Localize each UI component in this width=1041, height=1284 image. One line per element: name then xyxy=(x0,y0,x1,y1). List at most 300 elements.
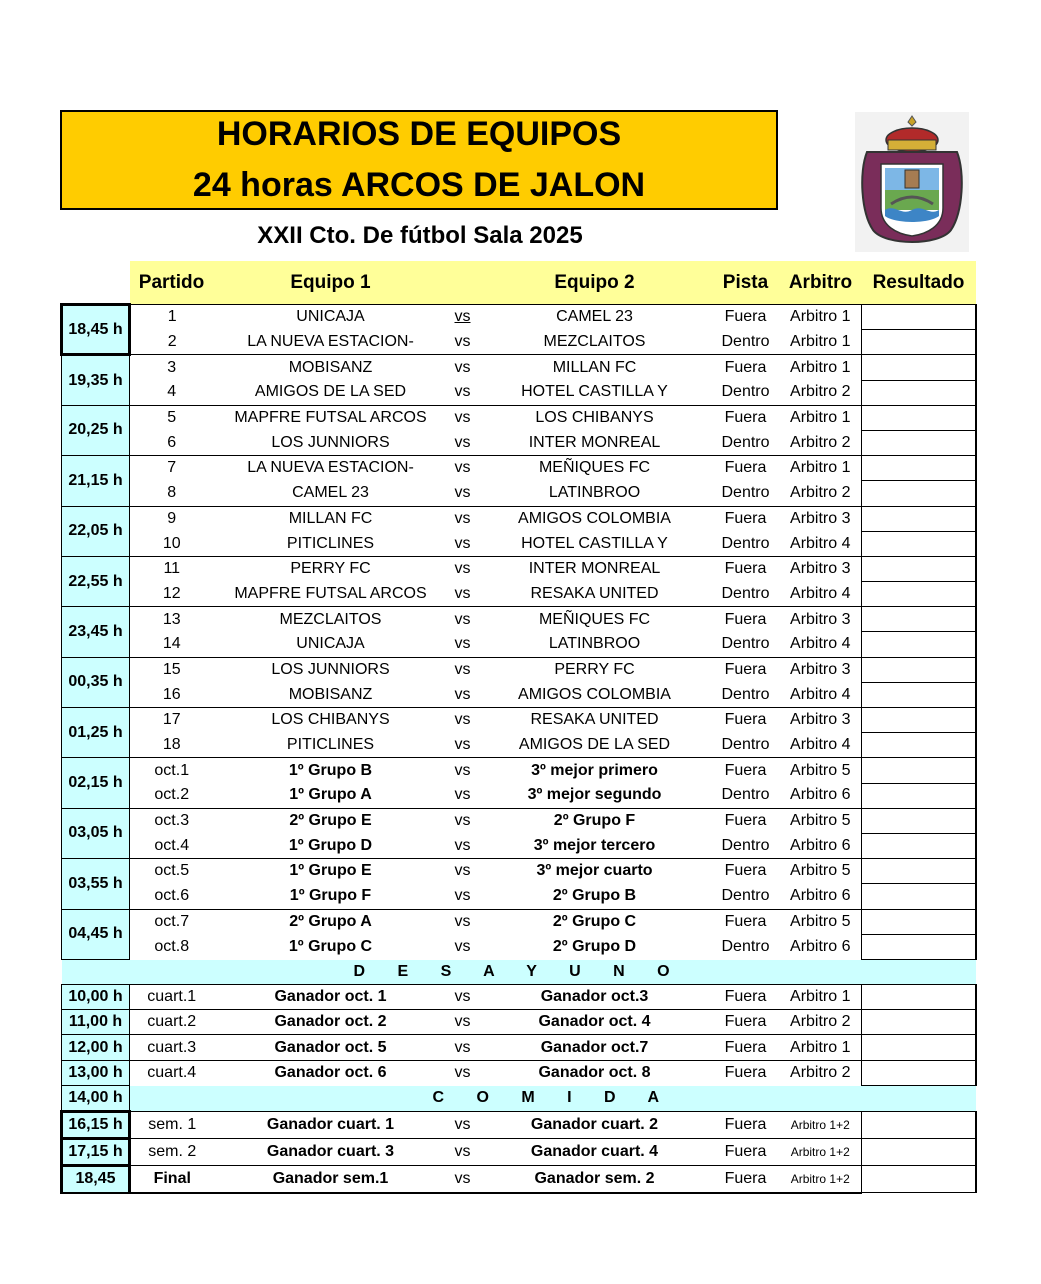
partido-cell: 5 xyxy=(130,405,214,430)
time-cell: 11,00 h xyxy=(62,1010,130,1035)
vs-cell: vs xyxy=(448,859,478,884)
header-row xyxy=(62,261,976,305)
time-cell: 21,15 h xyxy=(62,456,130,506)
vs-cell: vs xyxy=(454,433,471,451)
equipo2-cell: INTER MONREAL xyxy=(478,556,712,581)
resultado-cell[interactable] xyxy=(862,758,976,783)
pista-cell: Dentro xyxy=(721,836,770,854)
arbitro-cell: Arbitro 1 xyxy=(780,405,862,430)
resultado-cell[interactable] xyxy=(862,1112,976,1139)
vs-cell: vs xyxy=(454,584,471,602)
pista-cell: Fuera xyxy=(712,405,780,430)
partido-cell: sem. 2 xyxy=(130,1139,214,1166)
breakfast-band xyxy=(62,959,976,984)
match-row xyxy=(62,884,976,909)
equipo2-cell: 2º Grupo C xyxy=(478,909,712,934)
pista-cell: Fuera xyxy=(712,1112,780,1139)
header-arbitro: Arbitro xyxy=(780,261,862,305)
match-row xyxy=(62,556,976,581)
resultado-cell[interactable] xyxy=(862,1139,976,1166)
arbitro-cell: Arbitro 4 xyxy=(790,635,851,653)
equipo2-cell: Ganador oct.7 xyxy=(478,1035,712,1060)
resultado-cell[interactable] xyxy=(862,783,976,808)
match-row xyxy=(62,632,976,657)
time-cell: 12,00 h xyxy=(62,1035,130,1060)
lunch-label: C O M I D A xyxy=(432,1089,673,1107)
partido-cell: 2 xyxy=(167,333,177,351)
equipo1-cell: 1º Grupo C xyxy=(288,937,373,955)
resultado-cell[interactable] xyxy=(862,682,976,707)
arbitro-cell: Arbitro 2 xyxy=(790,484,851,502)
arbitro-cell: Arbitro 3 xyxy=(780,657,862,682)
arbitro-cell: Arbitro 4 xyxy=(790,685,851,703)
header-vs xyxy=(448,261,478,305)
pista-cell: Fuera xyxy=(712,859,780,884)
partido-cell: oct.3 xyxy=(130,808,214,833)
vs-cell: vs xyxy=(454,635,471,653)
equipo1-cell: UNICAJA xyxy=(214,305,448,330)
vs-cell: vs xyxy=(448,808,478,833)
partido-cell: 12 xyxy=(162,584,181,602)
header-equipo1: Equipo 1 xyxy=(214,261,448,305)
equipo1-cell: PITICLINES xyxy=(286,534,375,552)
partido-cell: 16 xyxy=(162,685,181,703)
arbitro-cell: Arbitro 1+2 xyxy=(780,1139,862,1166)
resultado-cell[interactable] xyxy=(862,481,976,506)
equipo2-cell: MEÑIQUES FC xyxy=(478,456,712,481)
arbitro-cell: Arbitro 1 xyxy=(780,305,862,330)
partido-cell: cuart.4 xyxy=(130,1060,214,1085)
partido-cell: 4 xyxy=(167,383,177,401)
equipo2-cell: Ganador oct.3 xyxy=(478,985,712,1010)
equipo2-cell: AMIGOS COLOMBIA xyxy=(478,506,712,531)
equipo1-cell: 1º Grupo A xyxy=(289,786,372,804)
match-row xyxy=(62,783,976,808)
arbitro-cell: Arbitro 1 xyxy=(780,1035,862,1060)
match-row xyxy=(62,708,976,733)
match-row xyxy=(62,758,976,783)
time-cell: 10,00 h xyxy=(62,985,130,1010)
subtitle: XXII Cto. De fútbol Sala 2025 xyxy=(257,222,583,249)
resultado-cell[interactable] xyxy=(862,733,976,758)
arbitro-cell: Arbitro 1+2 xyxy=(780,1112,862,1139)
resultado-cell[interactable] xyxy=(862,405,976,430)
time-cell: 03,55 h xyxy=(62,859,130,909)
breakfast-label: D E S A Y U N O xyxy=(353,962,684,980)
equipo1-cell: 1º Grupo E xyxy=(214,859,448,884)
pista-cell: Dentro xyxy=(721,786,770,804)
match-row xyxy=(62,1035,976,1060)
equipo2-cell: Ganador sem. 2 xyxy=(478,1166,712,1193)
resultado-cell[interactable] xyxy=(862,607,976,632)
equipo1-cell: PERRY FC xyxy=(214,556,448,581)
equipo2-cell: AMIGOS COLOMBIA xyxy=(518,685,671,703)
equipo1-cell: Ganador sem.1 xyxy=(214,1166,448,1193)
vs-cell: vs xyxy=(454,333,471,351)
partido-cell: oct.2 xyxy=(154,786,190,804)
equipo2-cell: LOS CHIBANYS xyxy=(478,405,712,430)
resultado-cell[interactable] xyxy=(862,985,976,1010)
match-row xyxy=(62,934,976,959)
equipo2-cell: 2º Grupo F xyxy=(478,808,712,833)
resultado-cell[interactable] xyxy=(862,708,976,733)
pista-cell: Fuera xyxy=(712,758,780,783)
resultado-cell[interactable] xyxy=(862,556,976,581)
partido-cell: 14 xyxy=(162,635,181,653)
resultado-cell[interactable] xyxy=(862,1035,976,1060)
equipo2-cell: 3º mejor segundo xyxy=(527,786,662,804)
time-cell: 20,25 h xyxy=(62,405,130,455)
partido-cell: 8 xyxy=(167,484,177,502)
pista-cell: Fuera xyxy=(712,985,780,1010)
time-cell: 01,25 h xyxy=(62,708,130,758)
pista-cell: Fuera xyxy=(712,506,780,531)
lunch-band xyxy=(130,1085,976,1111)
equipo1-cell: 2º Grupo E xyxy=(214,808,448,833)
partido-cell: oct.1 xyxy=(130,758,214,783)
resultado-cell[interactable] xyxy=(862,380,976,405)
vs-cell: vs xyxy=(448,1010,478,1035)
equipo1-cell: MOBISANZ xyxy=(214,355,448,380)
match-row xyxy=(62,305,976,330)
pista-cell: Dentro xyxy=(721,484,770,502)
pista-cell: Dentro xyxy=(721,534,770,552)
time-cell: 13,00 h xyxy=(62,1060,130,1085)
pista-cell: Fuera xyxy=(712,456,780,481)
resultado-cell[interactable] xyxy=(862,430,976,455)
time-cell: 18,45 h xyxy=(62,305,130,355)
vs-cell: vs xyxy=(448,1166,478,1193)
arbitro-cell: Arbitro 3 xyxy=(780,506,862,531)
match-row xyxy=(62,682,976,707)
equipo2-cell: RESAKA UNITED xyxy=(530,584,659,602)
header-resultado: Resultado xyxy=(862,261,976,305)
schedule-table xyxy=(60,261,977,1194)
match-row xyxy=(62,657,976,682)
pista-cell: Fuera xyxy=(712,355,780,380)
match-row xyxy=(62,481,976,506)
pista-cell: Fuera xyxy=(712,1166,780,1193)
header-blank xyxy=(62,261,130,305)
equipo2-cell: 2º Grupo B xyxy=(552,887,637,905)
vs-cell: vs xyxy=(448,1060,478,1085)
arbitro-cell: Arbitro 6 xyxy=(790,937,851,955)
match-row xyxy=(62,1010,976,1035)
arbitro-cell: Arbitro 6 xyxy=(790,887,851,905)
vs-cell: vs xyxy=(454,534,471,552)
vs-cell: vs xyxy=(448,708,478,733)
header-equipo2: Equipo 2 xyxy=(478,261,712,305)
partido-cell: cuart.3 xyxy=(130,1035,214,1060)
arbitro-cell: Arbitro 3 xyxy=(780,556,862,581)
equipo1-cell: Ganador oct. 1 xyxy=(214,985,448,1010)
equipo1-cell: MAPFRE FUTSAL ARCOS xyxy=(234,584,427,602)
partido-cell: 17 xyxy=(130,708,214,733)
time-cell: 16,15 h xyxy=(62,1112,130,1139)
equipo1-cell: UNICAJA xyxy=(296,635,365,653)
equipo2-cell: RESAKA UNITED xyxy=(478,708,712,733)
time-cell: 19,35 h xyxy=(62,355,130,405)
lunch-row xyxy=(62,1085,976,1111)
partido-cell: 18 xyxy=(162,736,181,754)
vs-cell: vs xyxy=(454,937,471,955)
arbitro-cell: Arbitro 1 xyxy=(780,355,862,380)
resultado-cell[interactable] xyxy=(862,632,976,657)
equipo1-cell: 2º Grupo A xyxy=(214,909,448,934)
pista-cell: Fuera xyxy=(712,1060,780,1085)
pista-cell: Dentro xyxy=(721,333,770,351)
pista-cell: Fuera xyxy=(712,708,780,733)
title-line-2: 24 horas ARCOS DE JALON xyxy=(192,166,646,204)
equipo1-cell: LA NUEVA ESTACION- xyxy=(247,333,414,351)
match-row xyxy=(62,1112,976,1139)
resultado-cell[interactable] xyxy=(862,506,976,531)
resultado-cell[interactable] xyxy=(862,1060,976,1085)
partido-cell: oct.4 xyxy=(154,836,190,854)
equipo1-cell: LOS JUNNIORS xyxy=(214,657,448,682)
match-row xyxy=(62,405,976,430)
equipo1-cell: 1º Grupo B xyxy=(214,758,448,783)
resultado-cell[interactable] xyxy=(862,909,976,934)
equipo2-cell: 3º mejor cuarto xyxy=(478,859,712,884)
time-cell: 03,05 h xyxy=(62,808,130,858)
equipo1-cell: MAPFRE FUTSAL ARCOS xyxy=(214,405,448,430)
resultado-cell[interactable] xyxy=(862,934,976,959)
arbitro-cell: Arbitro 1+2 xyxy=(780,1166,862,1193)
match-row xyxy=(62,531,976,556)
arbitro-cell: Arbitro 6 xyxy=(790,786,851,804)
match-row xyxy=(62,607,976,632)
match-row xyxy=(62,380,976,405)
equipo1-cell: CAMEL 23 xyxy=(292,484,369,502)
arbitro-cell: Arbitro 2 xyxy=(780,1010,862,1035)
equipo2-cell: Ganador cuart. 2 xyxy=(478,1112,712,1139)
partido-cell: 6 xyxy=(167,433,177,451)
equipo1-cell: LA NUEVA ESTACION- xyxy=(214,456,448,481)
pista-cell: Dentro xyxy=(721,887,770,905)
pista-cell: Fuera xyxy=(712,1139,780,1166)
equipo2-cell: HOTEL CASTILLA Y xyxy=(521,534,668,552)
equipo2-cell: Ganador cuart. 4 xyxy=(478,1139,712,1166)
match-row xyxy=(62,355,976,380)
vs-cell: vs xyxy=(448,607,478,632)
equipo1-cell: Ganador cuart. 3 xyxy=(214,1139,448,1166)
match-row xyxy=(62,859,976,884)
arbitro-cell: Arbitro 5 xyxy=(780,808,862,833)
partido-cell: cuart.1 xyxy=(130,985,214,1010)
arbitro-cell: Arbitro 2 xyxy=(790,383,851,401)
equipo1-cell: 1º Grupo D xyxy=(288,836,373,854)
partido-cell: oct.7 xyxy=(130,909,214,934)
pista-cell: Fuera xyxy=(712,305,780,330)
equipo1-cell: Ganador oct. 6 xyxy=(214,1060,448,1085)
resultado-cell[interactable] xyxy=(862,531,976,556)
time-cell: 22,55 h xyxy=(62,556,130,606)
equipo2-cell: LATINBROO xyxy=(548,635,641,653)
pista-cell: Fuera xyxy=(712,556,780,581)
pista-cell: Fuera xyxy=(712,808,780,833)
equipo2-cell: Ganador oct. 4 xyxy=(478,1010,712,1035)
match-row xyxy=(62,833,976,858)
title-line-1: HORARIOS DE EQUIPOS xyxy=(216,115,622,153)
arbitro-cell: Arbitro 5 xyxy=(780,859,862,884)
breakfast-row xyxy=(62,959,976,984)
pista-cell: Dentro xyxy=(721,736,770,754)
equipo1-cell: MILLAN FC xyxy=(214,506,448,531)
resultado-cell[interactable] xyxy=(862,1166,976,1193)
vs-cell: vs xyxy=(454,887,471,905)
partido-cell: 11 xyxy=(130,556,214,581)
equipo1-cell: LOS JUNNIORS xyxy=(271,433,390,451)
town-crest-icon xyxy=(855,112,969,252)
equipo2-cell: CAMEL 23 xyxy=(478,305,712,330)
arbitro-cell: Arbitro 2 xyxy=(780,1060,862,1085)
match-row xyxy=(62,430,976,455)
partido-cell: oct.6 xyxy=(154,887,190,905)
vs-cell: vs xyxy=(454,685,471,703)
arbitro-cell: Arbitro 3 xyxy=(780,708,862,733)
partido-cell: Final xyxy=(130,1166,214,1193)
match-row xyxy=(62,733,976,758)
arbitro-cell: Arbitro 3 xyxy=(780,607,862,632)
equipo1-cell: AMIGOS DE LA SED xyxy=(254,383,407,401)
resultado-cell[interactable] xyxy=(862,657,976,682)
resultado-cell[interactable] xyxy=(862,884,976,909)
vs-cell: vs xyxy=(448,506,478,531)
resultado-cell[interactable] xyxy=(862,808,976,833)
pista-cell: Fuera xyxy=(712,607,780,632)
partido-cell: 7 xyxy=(130,456,214,481)
header-pista: Pista xyxy=(712,261,780,305)
resultado-cell[interactable] xyxy=(862,456,976,481)
match-row xyxy=(62,506,976,531)
resultado-cell[interactable] xyxy=(862,833,976,858)
partido-cell: 13 xyxy=(130,607,214,632)
resultado-cell[interactable] xyxy=(862,330,976,355)
pista-cell: Dentro xyxy=(721,937,770,955)
equipo1-cell: Ganador oct. 5 xyxy=(214,1035,448,1060)
equipo2-cell: MEÑIQUES FC xyxy=(478,607,712,632)
equipo2-cell: LATINBROO xyxy=(548,484,641,502)
time-cell: 04,45 h xyxy=(62,909,130,959)
partido-cell: 9 xyxy=(130,506,214,531)
vs-cell: vs xyxy=(448,758,478,783)
time-cell: 22,05 h xyxy=(62,506,130,556)
pista-cell: Dentro xyxy=(721,383,770,401)
match-row xyxy=(62,909,976,934)
arbitro-cell: Arbitro 5 xyxy=(780,758,862,783)
arbitro-cell: Arbitro 1 xyxy=(780,985,862,1010)
vs-cell: vs xyxy=(448,305,478,330)
time-cell: 02,15 h xyxy=(62,758,130,808)
time-cell: 00,35 h xyxy=(62,657,130,707)
arbitro-cell: Arbitro 5 xyxy=(780,909,862,934)
arbitro-cell: Arbitro 1 xyxy=(790,333,851,351)
arbitro-cell: Arbitro 2 xyxy=(790,433,851,451)
arbitro-cell: Arbitro 6 xyxy=(790,836,851,854)
equipo1-cell: 1º Grupo F xyxy=(289,887,372,905)
equipo1-cell: LOS CHIBANYS xyxy=(214,708,448,733)
equipo2-cell: MILLAN FC xyxy=(478,355,712,380)
pista-cell: Dentro xyxy=(721,433,770,451)
vs-cell: vs xyxy=(448,1112,478,1139)
vs-cell: vs xyxy=(448,909,478,934)
partido-cell: 15 xyxy=(130,657,214,682)
equipo2-cell: 3º mejor tercero xyxy=(533,836,656,854)
vs-cell: vs xyxy=(448,456,478,481)
equipo2-cell: 3º mejor primero xyxy=(478,758,712,783)
vs-cell: vs xyxy=(454,484,471,502)
equipo2-cell: INTER MONREAL xyxy=(528,433,661,451)
arbitro-cell: Arbitro 4 xyxy=(790,736,851,754)
vs-cell: vs xyxy=(454,736,471,754)
match-row xyxy=(62,456,976,481)
equipo2-cell: Ganador oct. 8 xyxy=(478,1060,712,1085)
equipo2-cell: MEZCLAITOS xyxy=(543,333,646,351)
match-row xyxy=(62,582,976,607)
match-row xyxy=(62,985,976,1010)
arbitro-cell: Arbitro 4 xyxy=(790,584,851,602)
equipo1-cell: MEZCLAITOS xyxy=(214,607,448,632)
resultado-cell[interactable] xyxy=(862,355,976,380)
equipo2-cell: PERRY FC xyxy=(478,657,712,682)
pista-cell: Fuera xyxy=(712,657,780,682)
pista-cell: Fuera xyxy=(712,1010,780,1035)
equipo2-cell: HOTEL CASTILLA Y xyxy=(521,383,668,401)
partido-cell: sem. 1 xyxy=(130,1112,214,1139)
vs-cell: vs xyxy=(454,383,471,401)
resultado-cell[interactable] xyxy=(862,305,976,330)
pista-cell: Dentro xyxy=(721,584,770,602)
arbitro-cell: Arbitro 4 xyxy=(790,534,851,552)
resultado-cell[interactable] xyxy=(862,1010,976,1035)
match-row xyxy=(62,1060,976,1085)
resultado-cell[interactable] xyxy=(862,859,976,884)
pista-cell: Dentro xyxy=(721,635,770,653)
partido-cell: oct.5 xyxy=(130,859,214,884)
vs-cell: vs xyxy=(448,355,478,380)
equipo1-cell: MOBISANZ xyxy=(288,685,373,703)
partido-cell: 1 xyxy=(130,305,214,330)
time-cell: 17,15 h xyxy=(62,1139,130,1166)
match-row xyxy=(62,1139,976,1166)
equipo1-cell: Ganador cuart. 1 xyxy=(214,1112,448,1139)
partido-cell: 3 xyxy=(130,355,214,380)
vs-cell: vs xyxy=(454,836,471,854)
vs-cell: vs xyxy=(448,405,478,430)
vs-cell: vs xyxy=(448,657,478,682)
vs-cell: vs xyxy=(454,786,471,804)
lunch-time: 14,00 h xyxy=(62,1085,130,1111)
resultado-cell[interactable] xyxy=(862,582,976,607)
vs-cell: vs xyxy=(448,556,478,581)
equipo1-cell: PITICLINES xyxy=(286,736,375,754)
vs-cell: vs xyxy=(448,985,478,1010)
time-cell: 18,45 xyxy=(62,1166,130,1193)
vs-cell: vs xyxy=(448,1139,478,1166)
match-row xyxy=(62,330,976,355)
title-banner xyxy=(60,110,778,210)
match-row xyxy=(62,1166,976,1193)
arbitro-cell: Arbitro 1 xyxy=(780,456,862,481)
equipo1-cell: Ganador oct. 2 xyxy=(214,1010,448,1035)
equipo2-cell: AMIGOS DE LA SED xyxy=(518,736,671,754)
partido-cell: oct.8 xyxy=(154,937,190,955)
vs-cell: vs xyxy=(448,1035,478,1060)
pista-cell: Dentro xyxy=(721,685,770,703)
match-row xyxy=(62,808,976,833)
partido-cell: 10 xyxy=(162,534,181,552)
